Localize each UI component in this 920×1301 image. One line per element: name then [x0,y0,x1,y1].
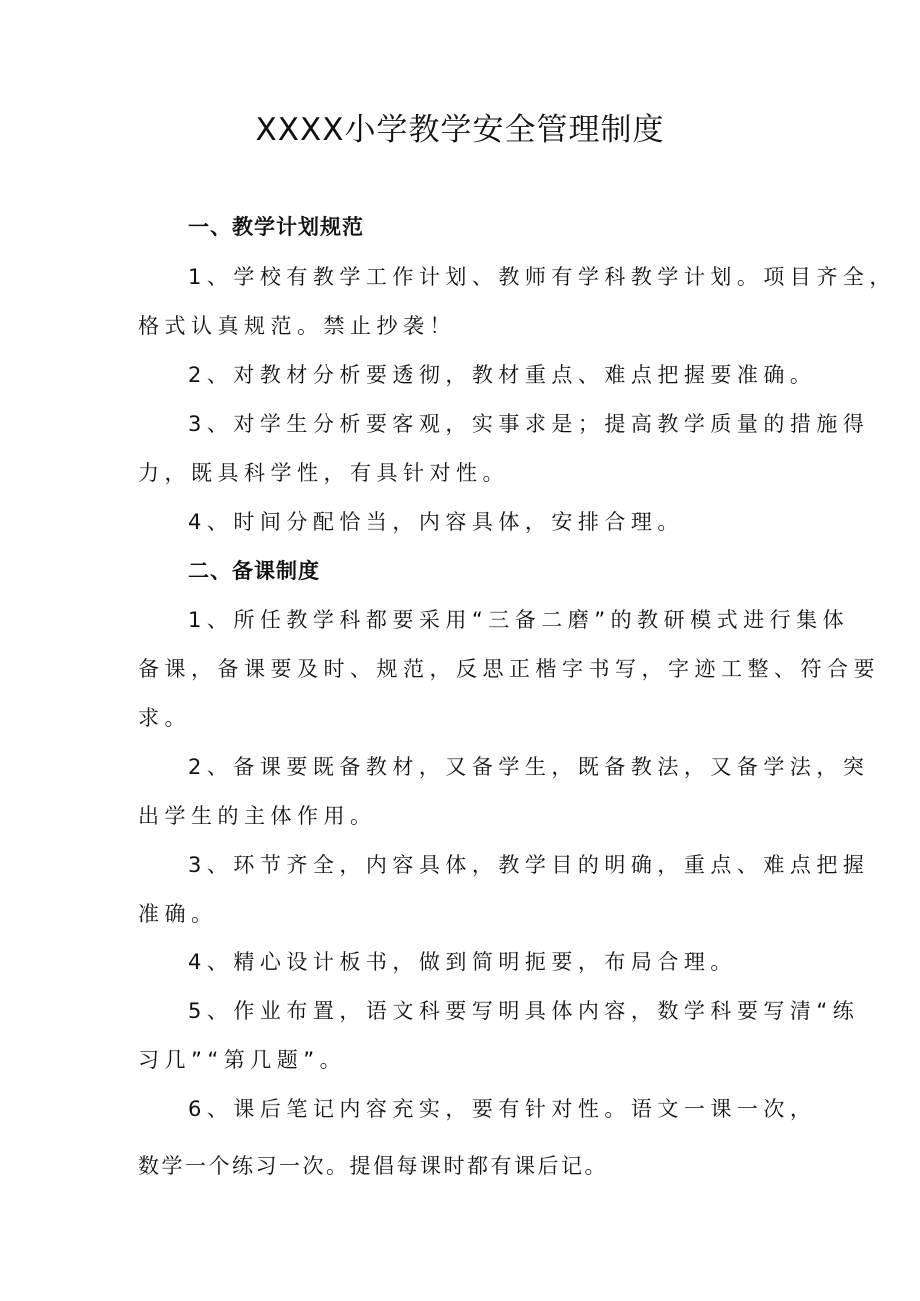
section-heading-1: 一、教学计划规范 [188,215,364,239]
paragraph-line: 3、环节齐全，内容具体，教学目的明确，重点、难点把握 [188,853,870,877]
section-heading-2: 二、备课制度 [188,559,320,583]
paragraph-line: 2、备课要既备教材，又备学生，既备教法，又备学法，突 [188,755,870,779]
paragraph-line: 数学一个练习一次。提倡每课时都有课后记。 [138,1154,608,1178]
paragraph-line: 求。 [138,706,191,730]
paragraph-line: 3、对学生分析要客观，实事求是；提高教学质量的措施得 [188,412,870,436]
paragraph-line: 格式认真规范。禁止抄袭！ [138,314,456,338]
paragraph-line: 准确。 [138,902,218,926]
paragraph-line: 6、课后笔记内容充实，要有针对性。语文一课一次， [188,1097,817,1121]
document-title: XXXX小学教学安全管理制度 [255,112,665,148]
paragraph-line: 力，既具科学性，有具针对性。 [138,461,509,485]
paragraph-line: 1、学校有教学工作计划、教师有学科教学计划。项目齐全， [188,265,896,289]
paragraph-line: 5、作业布置，语文科要写明具体内容，数学科要写清“练 [188,999,860,1023]
paragraph-line: 2、对教材分析要透彻，教材重点、难点把握要准确。 [188,363,817,387]
paragraph-line: 4、时间分配恰当，内容具体，安排合理。 [188,510,684,534]
paragraph-line: 1、所任教学科都要采用“三备二磨”的教研模式进行集体 [188,608,850,632]
paragraph-line: 备课，备课要及时、规范，反思正楷字书写，字迹工整、符合要 [138,657,880,681]
paragraph-line: 习几”“第几题”。 [138,1048,347,1072]
paragraph-line: 4、精心设计板书，做到简明扼要，布局合理。 [188,950,737,974]
paragraph-line: 出学生的主体作用。 [138,804,377,828]
